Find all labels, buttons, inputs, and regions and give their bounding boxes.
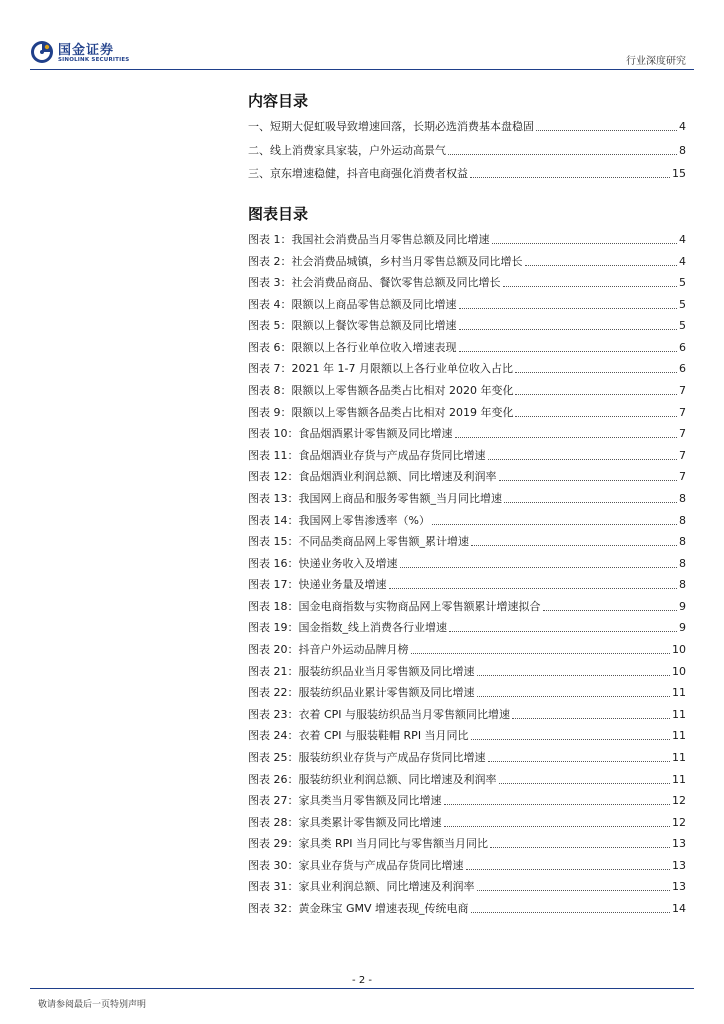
figure-entry-page: 6 [679,340,686,354]
figure-entry-page: 13 [672,880,686,894]
figure-entry-label: 图表 12：食品烟酒业利润总额、同比增速及利润率 [248,470,497,484]
dot-leader [515,393,677,395]
figure-entry-label: 图表 22：服装纺织品业累计零售额及同比增速 [248,686,475,700]
figure-entry[interactable] [248,857,686,873]
figure-entry[interactable] [248,468,686,484]
figure-entry[interactable] [248,749,686,765]
contents-title: 内容目录 [248,92,309,110]
figure-entry-label: 图表 5：限额以上餐饮零售总额及同比增速 [248,319,457,333]
figure-entry-label: 图表 30：家具业存货与产成品存货同比增速 [248,858,464,872]
dot-leader [459,307,678,309]
figure-entry[interactable] [248,684,686,700]
dot-leader [492,242,678,244]
dot-leader [503,285,678,287]
figure-entry[interactable] [248,231,686,247]
contents-entry-label: 一、短期大促虹吸导致增速回落，长期必选消费基本盘稳固 [248,120,534,133]
figure-entry[interactable] [248,598,686,614]
dot-leader [499,782,671,784]
contents-entry-label: 三、京东增速稳健，抖音电商强化消费者权益 [248,167,468,180]
figure-entry[interactable] [248,533,686,549]
brand-logo [30,38,160,68]
figure-entry[interactable] [248,274,686,290]
dot-leader [459,350,678,352]
dot-leader [444,803,671,805]
figure-entry-label: 图表 25：服装纺织业存货与产成品存货同比增速 [248,750,486,764]
figure-entry-page: 14 [672,901,686,915]
dot-leader [499,479,678,481]
dot-leader [488,760,671,762]
figure-entry-page: 11 [672,729,686,743]
figure-entry-page: 7 [679,470,686,484]
figure-entry-label: 图表 6：限额以上各行业单位收入增速表现 [248,340,457,354]
figure-entry-label: 图表 21：服装纺织品业当月零售额及同比增速 [248,664,475,678]
figure-entry-label: 图表 15：不同品类商品网上零售额_累计增速 [248,535,469,549]
figure-entry-label: 图表 28：家具类累计零售额及同比增速 [248,815,442,829]
dot-leader [515,371,677,373]
dot-leader [400,566,678,568]
figure-entry[interactable] [248,317,686,333]
dot-leader [449,630,677,632]
figure-entry-label: 图表 7：2021 年 1-7 月限额以上各行业单位收入占比 [248,362,513,376]
figure-entry-page: 8 [679,491,686,505]
dot-leader [471,738,670,740]
figures-title: 图表目录 [248,205,309,223]
figure-entry-page: 9 [679,621,686,635]
page-header [0,0,724,72]
figure-entry-page: 13 [672,858,686,872]
dot-leader [455,436,678,438]
figure-entry-label: 图表 9：限额以上零售额各品类占比相对 2019 年变化 [248,405,514,419]
figure-entry-label: 图表 8：限额以上零售额各品类占比相对 2020 年变化 [248,384,514,398]
figure-entry-page: 11 [672,686,686,700]
figure-entry[interactable] [248,360,686,376]
contents-entry-page: 8 [679,143,686,157]
page-number: - 2 - [352,975,372,986]
figure-entry-label: 图表 14：我国网上零售渗透率（%） [248,513,430,527]
figure-entry-label: 图表 29：家具类 RPI 当月同比与零售额当月同比 [248,837,489,851]
figure-entry-label: 图表 4：限额以上商品零售总额及同比增速 [248,297,457,311]
figure-entry-page: 8 [679,578,686,592]
figure-entry[interactable] [248,727,686,743]
dot-leader [459,328,678,330]
figure-entry-page: 7 [679,448,686,462]
figure-entry[interactable] [248,900,686,916]
figure-entry-page: 4 [679,254,686,268]
figure-entry-page: 12 [672,794,686,808]
figure-entry[interactable] [248,576,686,592]
figure-entry-page: 6 [679,362,686,376]
figure-entry[interactable] [248,835,686,851]
figure-entry[interactable] [248,339,686,355]
figure-entry-label: 图表 1：我国社会消费品当月零售总额及同比增速 [248,233,490,246]
figure-entry-label: 图表 31：家具业利润总额、同比增速及利润率 [248,880,475,894]
figure-entry[interactable] [248,512,686,528]
figure-entry-page: 12 [672,815,686,829]
figure-entry[interactable] [248,425,686,441]
figure-entry-page: 7 [679,427,686,441]
contents-entry-label: 二、线上消费家具家装，户外运动高景气 [248,143,446,157]
figure-entry-label: 图表 13：我国网上商品和服务零售额_当月同比增速 [248,491,502,505]
dot-leader [389,587,678,589]
dot-leader [504,501,677,503]
figure-entry[interactable] [248,253,686,269]
figure-entry-label: 图表 10：食品烟酒累计零售额及同比增速 [248,427,453,441]
contents-entry[interactable] [248,165,686,181]
figure-entry-label: 图表 16：快递业务收入及增速 [248,556,398,570]
figure-entry-label: 图表 26：服装纺织业利润总额、同比增速及利润率 [248,772,497,786]
figure-entry[interactable] [248,447,686,463]
dot-leader [515,415,677,417]
figure-entry-page: 7 [679,384,686,398]
figure-entry-page: 7 [679,405,686,419]
figure-entry-page: 8 [679,556,686,570]
dot-leader [543,609,678,611]
figure-entry-label: 图表 2：社会消费品城镇，乡村当月零售总额及同比增长 [248,254,523,268]
report-type-label: 行业深度研究 [626,56,686,67]
contents-entry[interactable] [248,142,686,158]
figure-entry-page: 10 [672,643,686,657]
dot-leader [536,129,677,131]
figure-entry-page: 11 [672,707,686,721]
dot-leader [466,868,671,870]
figure-entry-page: 8 [679,535,686,549]
figure-entry-page: 11 [672,750,686,764]
dot-leader [477,889,671,891]
figure-entry-page: 13 [672,837,686,851]
figure-entry-page: 5 [679,319,686,333]
figure-entry-label: 图表 11：食品烟酒业存货与产成品存货同比增速 [248,448,486,462]
figure-entry-label: 图表 24：衣着 CPI 与服装鞋帽 RPI 当月同比 [248,729,469,743]
figure-entry-label: 图表 32：黄金珠宝 GMV 增速表现_传统电商 [248,901,469,915]
dot-leader [490,846,670,848]
dot-leader [488,458,678,460]
figure-entry[interactable] [248,404,686,420]
header-divider [30,69,694,70]
figure-entry[interactable] [248,878,686,894]
figure-entry-label: 图表 20：抖音户外运动品牌月榜 [248,643,409,657]
dot-leader [477,674,671,676]
dot-leader [470,176,670,178]
dot-leader [512,717,670,719]
sinolink-logo-icon [30,40,54,64]
figure-entry-page: 5 [679,297,686,311]
brand-name-en: SINOLINK SECURITIES [58,57,130,63]
figure-entry-page: 8 [679,513,686,527]
contents-entry-page: 4 [679,120,686,133]
dot-leader [525,264,678,266]
brand-name-cn: 国金证券 [58,43,115,58]
figure-entry[interactable] [248,706,686,722]
figure-entry[interactable] [248,619,686,635]
figure-entry-page: 10 [672,664,686,678]
dot-leader [471,544,677,546]
figure-entry-label: 图表 27：家具类当月零售额及同比增速 [248,794,442,808]
dot-leader [471,911,670,913]
figure-entry-page: 9 [679,599,686,613]
figure-entry-label: 图表 23：衣着 CPI 与服装纺织品当月零售额同比增速 [248,707,511,721]
figure-entry[interactable] [248,641,686,657]
figure-entry[interactable] [248,814,686,830]
figure-entry[interactable] [248,296,686,312]
figure-entry[interactable] [248,490,686,506]
figure-entry[interactable] [248,663,686,679]
figure-entry[interactable] [248,555,686,571]
footer-divider [30,988,694,989]
dot-leader [444,825,671,827]
footer-disclaimer: 敬请参阅最后一页特别声明 [38,1000,147,1010]
figure-entry-label: 图表 17：快递业务量及增速 [248,578,387,592]
dot-leader [448,153,677,155]
figure-entry-label: 图表 19：国金指数_线上消费各行业增速 [248,621,447,635]
figure-entry[interactable] [248,771,686,787]
contents-entry-page: 15 [672,167,686,180]
figure-entry-page: 4 [679,233,686,246]
figure-entry-label: 图表 3：社会消费品商品、餐饮零售总额及同比增长 [248,276,501,290]
dot-leader [477,695,671,697]
figure-entry-page: 11 [672,772,686,786]
figure-entry[interactable] [248,382,686,398]
figure-entry-label: 图表 18：国金电商指数与实物商品网上零售额累计增速拟合 [248,599,541,613]
dot-leader [432,523,677,525]
dot-leader [411,652,671,654]
contents-entry[interactable] [248,118,686,134]
figure-entry-page: 5 [679,276,686,290]
figure-entry[interactable] [248,792,686,808]
